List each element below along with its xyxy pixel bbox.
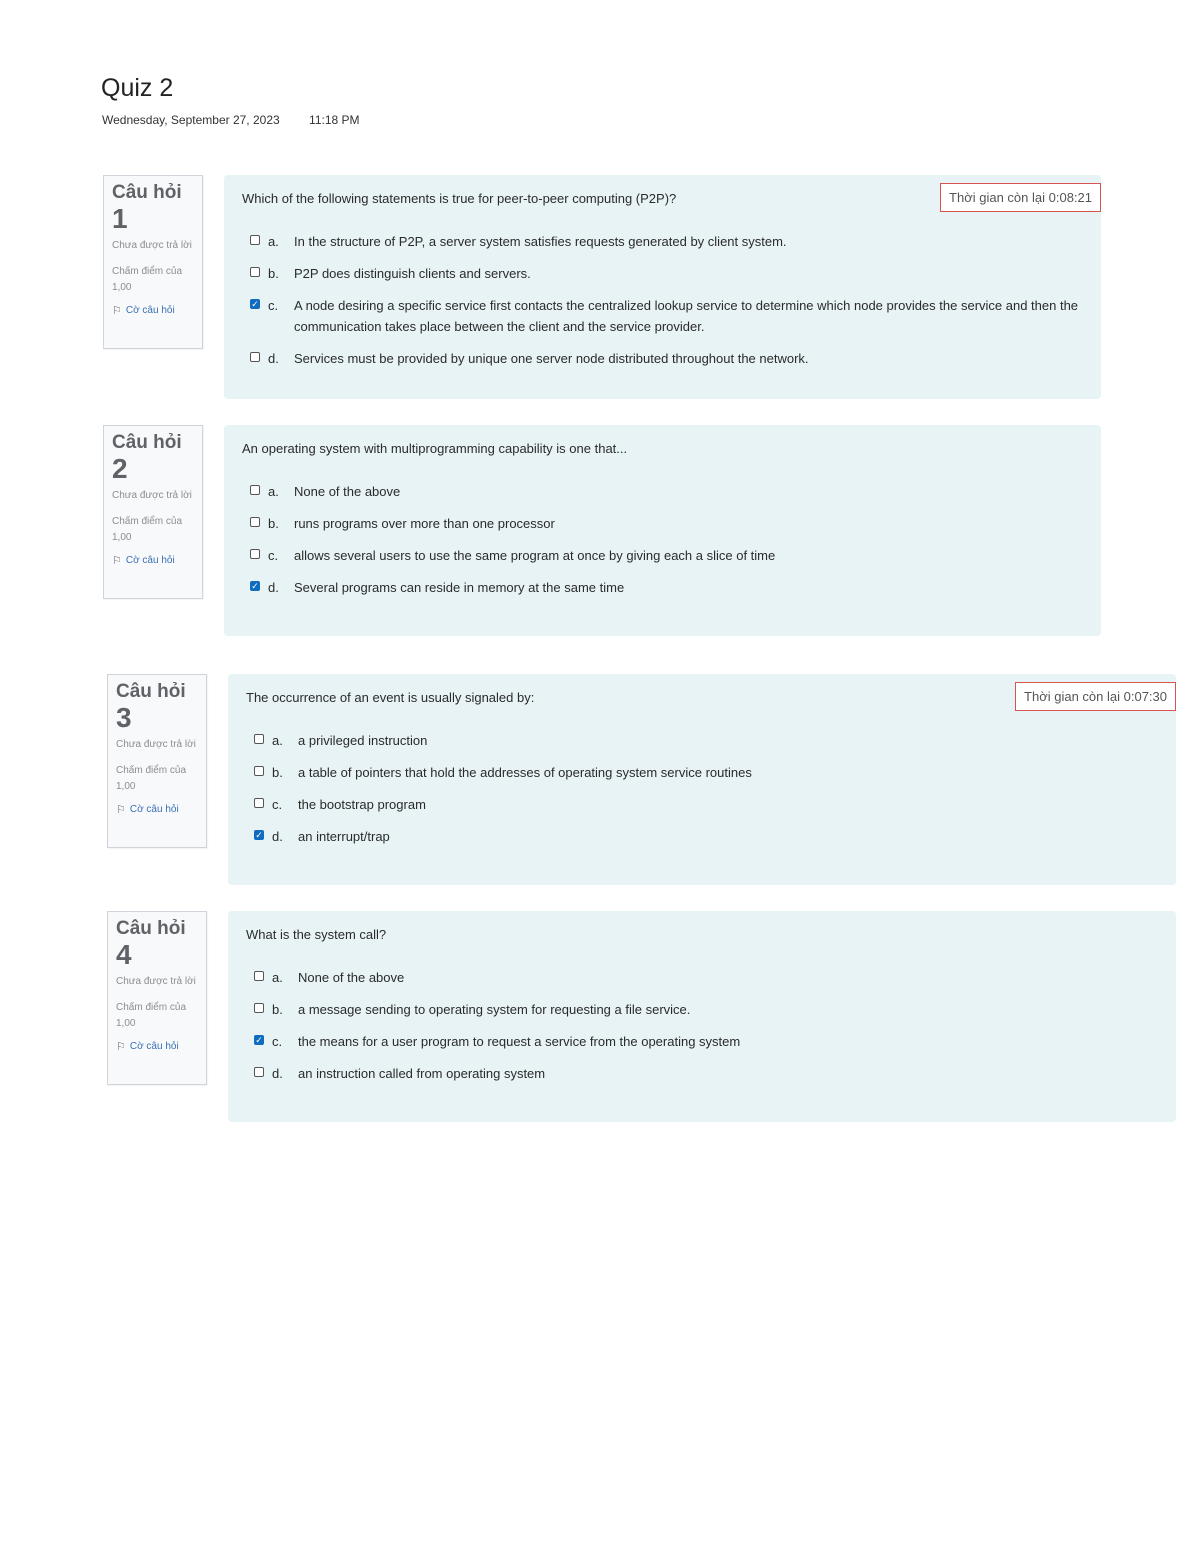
option-text: a message sending to operating system for requesting a file service. — [298, 1002, 691, 1017]
page-date: Wednesday, September 27, 2023 — [102, 113, 280, 127]
answer-option[interactable] — [246, 794, 1158, 815]
option-letter: b. — [268, 516, 279, 531]
checkbox-icon[interactable] — [250, 549, 260, 559]
answer-option[interactable] — [242, 577, 1083, 598]
question-content — [228, 674, 1176, 885]
checkbox-checked-icon[interactable] — [254, 1035, 264, 1045]
page-time: 11:18 PM — [309, 113, 360, 127]
checkbox-icon[interactable] — [254, 1003, 264, 1013]
option-letter: c. — [268, 298, 279, 313]
option-letter: d. — [272, 829, 283, 844]
answer-option[interactable] — [246, 967, 1158, 988]
answer-option[interactable] — [242, 481, 1083, 502]
question-grade: Chấm điểm của 1,00 — [116, 1002, 187, 1029]
flag-question-label: Cờ câu hỏi — [129, 1041, 179, 1052]
checkbox-icon[interactable] — [254, 798, 264, 808]
answer-option[interactable] — [246, 730, 1158, 751]
flag-icon: ⚐ — [116, 1041, 126, 1053]
question-grade: Chấm điểm của 1,00 — [112, 266, 183, 293]
checkbox-icon[interactable] — [250, 517, 260, 527]
time-remaining: Thời gian còn lại 0:08:21 — [940, 183, 1101, 212]
answer-option[interactable] — [246, 762, 1158, 783]
option-letter: d. — [272, 1066, 283, 1081]
answer-option[interactable] — [246, 1031, 1158, 1052]
question-grade: Chấm điểm của 1,00 — [112, 516, 183, 543]
checkbox-checked-icon[interactable] — [254, 830, 264, 840]
flag-question-label: Cờ câu hỏi — [125, 305, 175, 316]
option-letter: c. — [272, 797, 283, 812]
option-text: P2P does distinguish clients and servers. — [294, 266, 531, 281]
option-text: In the structure of P2P, a server system satisfies requests generated by client system. — [294, 234, 787, 249]
option-letter: c. — [268, 548, 279, 563]
page-meta — [102, 113, 360, 127]
checkbox-icon[interactable] — [250, 235, 260, 245]
answer-option[interactable] — [242, 348, 1083, 369]
option-letter: d. — [268, 580, 279, 595]
option-letter: b. — [272, 765, 283, 780]
answer-option[interactable] — [246, 826, 1158, 847]
question-state: Chưa được trả lời — [116, 976, 196, 987]
option-text: an instruction called from operating system — [298, 1066, 546, 1081]
question-content — [224, 175, 1101, 399]
answer-option[interactable] — [242, 263, 1083, 284]
answer-option[interactable] — [242, 295, 1083, 337]
question-info-panel — [103, 425, 203, 599]
option-text: Several programs can reside in memory at the same time — [294, 580, 625, 595]
question-state: Chưa được trả lời — [112, 490, 192, 501]
checkbox-icon[interactable] — [254, 1067, 264, 1077]
page-title: Quiz 2 — [101, 74, 174, 102]
question-label: Câu hỏi — [112, 182, 182, 203]
question-state: Chưa được trả lời — [112, 240, 192, 251]
option-text: Services must be provided by unique one server node distributed throughout the network. — [294, 351, 809, 366]
checkbox-icon[interactable] — [250, 267, 260, 277]
option-text: None of the above — [294, 484, 401, 499]
option-text: a table of pointers that hold the addresses of operating system service routines — [298, 765, 752, 780]
option-letter: a. — [268, 484, 279, 499]
answer-option[interactable] — [242, 545, 1083, 566]
checkbox-icon[interactable] — [254, 766, 264, 776]
answer-option[interactable] — [242, 513, 1083, 534]
question-content — [224, 425, 1101, 636]
question-content — [228, 911, 1176, 1122]
option-letter: a. — [272, 733, 283, 748]
question-info-panel — [103, 175, 203, 349]
question-text: What is the system call? — [246, 927, 387, 942]
question-label: Câu hỏi — [116, 918, 186, 939]
flag-question-link[interactable] — [112, 304, 194, 317]
option-letter: d. — [268, 351, 279, 366]
option-text: the means for a user program to request a service from the operating system — [298, 1034, 741, 1049]
option-text: an interrupt/trap — [298, 829, 390, 844]
checkbox-icon[interactable] — [250, 485, 260, 495]
option-letter: c. — [272, 1034, 283, 1049]
question-number: 2 — [112, 453, 128, 484]
question-text: An operating system with multiprogramming capability is one that... — [242, 441, 628, 456]
checkbox-icon[interactable] — [250, 352, 260, 362]
option-text: a privileged instruction — [298, 733, 428, 748]
option-text: runs programs over more than one processor — [294, 516, 555, 531]
option-text: None of the above — [298, 970, 405, 985]
checkbox-checked-icon[interactable] — [250, 299, 260, 309]
question-info-panel — [107, 911, 207, 1085]
option-text: the bootstrap program — [298, 797, 426, 812]
checkbox-icon[interactable] — [254, 971, 264, 981]
question-number: 4 — [116, 939, 132, 970]
question-label: Câu hỏi — [112, 432, 182, 453]
flag-icon: ⚐ — [112, 305, 122, 317]
answer-option[interactable] — [246, 1063, 1158, 1084]
question-text: The occurrence of an event is usually signaled by: — [246, 690, 535, 705]
question-grade: Chấm điểm của 1,00 — [116, 765, 187, 792]
flag-question-label: Cờ câu hỏi — [129, 804, 179, 815]
question-text: Which of the following statements is true for peer-to-peer computing (P2P)? — [242, 191, 677, 206]
checkbox-icon[interactable] — [254, 734, 264, 744]
option-letter: a. — [268, 234, 279, 249]
option-letter: a. — [272, 970, 283, 985]
option-letter: b. — [272, 1002, 283, 1017]
question-label: Câu hỏi — [116, 681, 186, 702]
flag-question-link[interactable] — [116, 803, 198, 816]
option-letter: b. — [268, 266, 279, 281]
flag-question-link[interactable] — [116, 1040, 198, 1053]
option-text: allows several users to use the same program at once by giving each a slice of time — [294, 548, 776, 563]
question-number: 1 — [112, 203, 128, 234]
question-state: Chưa được trả lời — [116, 739, 196, 750]
option-text: A node desiring a specific service first contacts the centralized lookup service to determine which node provides the service and then the communication takes place between the client and the service provider. — [294, 298, 1079, 334]
time-remaining: Thời gian còn lại 0:07:30 — [1015, 682, 1176, 711]
answer-option[interactable] — [242, 231, 1083, 252]
checkbox-checked-icon[interactable] — [250, 581, 260, 591]
question-info-panel — [107, 674, 207, 848]
answer-option[interactable] — [246, 999, 1158, 1020]
flag-question-label: Cờ câu hỏi — [125, 555, 175, 566]
question-number: 3 — [116, 702, 132, 733]
flag-question-link[interactable] — [112, 554, 194, 567]
flag-icon: ⚐ — [112, 555, 122, 567]
flag-icon: ⚐ — [116, 804, 126, 816]
